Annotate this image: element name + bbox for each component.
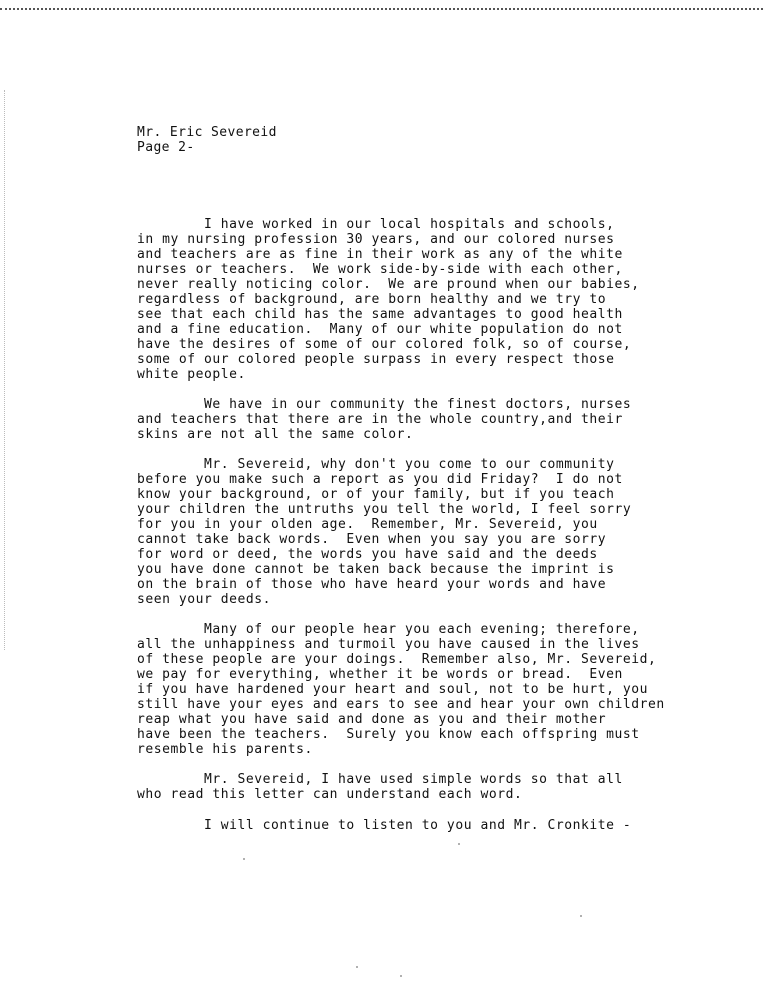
letter-line: Mr. Severeid, why don't you come to our community bbox=[137, 457, 615, 472]
page-number: Page 2- bbox=[137, 140, 195, 155]
letter-line: have been the teachers. Surely you know each offspring must bbox=[137, 727, 640, 742]
letter-line: never really noticing color. We are pround when our babies, bbox=[137, 277, 640, 292]
letter-line: reap what you have said and done as you and their mother bbox=[137, 712, 607, 727]
letter-line: We have in our community the finest doctors, nurses bbox=[137, 397, 632, 412]
letter-line: your children the untruths you tell the world, I feel sorry bbox=[137, 502, 632, 517]
letter-line: I will continue to listen to you and Mr. Cronkite - bbox=[137, 818, 632, 833]
letter-line: all the unhappiness and turmoil you have caused in the lives bbox=[137, 637, 640, 652]
letter-line: Many of our people hear you each evening; therefore, bbox=[137, 622, 640, 637]
letter-line: of these people are your doings. Remember also, Mr. Severeid, bbox=[137, 652, 657, 667]
scan-margin-mark bbox=[4, 90, 6, 650]
letter-line: we pay for everything, whether it be words or bread. Even bbox=[137, 667, 623, 682]
scan-speck bbox=[580, 915, 582, 917]
letter-line: seen your deeds. bbox=[137, 592, 272, 607]
scan-speck bbox=[458, 843, 460, 845]
scan-edge-top bbox=[0, 0, 763, 10]
scan-speck bbox=[356, 966, 358, 968]
letter-line: and a fine education. Many of our white population do not bbox=[137, 322, 623, 337]
scan-speck bbox=[243, 858, 245, 860]
recipient-name: Mr. Eric Severeid bbox=[137, 125, 277, 140]
letter-line: I have worked in our local hospitals and schools, bbox=[137, 217, 615, 232]
letter-line: and teachers are as fine in their work as any of the white bbox=[137, 247, 623, 262]
letter-line: you have done cannot be taken back because the imprint is bbox=[137, 562, 615, 577]
letter-line: resemble his parents. bbox=[137, 742, 313, 757]
letter-line: nurses or teachers. We work side-by-side with each other, bbox=[137, 262, 623, 277]
letter-line: if you have hardened your heart and soul, not to be hurt, you bbox=[137, 682, 648, 697]
letter-line: see that each child has the same advantages to good health bbox=[137, 307, 623, 322]
letter-line: on the brain of those who have heard your words and have bbox=[137, 577, 607, 592]
letter-header bbox=[137, 125, 277, 155]
letter-line: in my nursing profession 30 years, and our colored nurses bbox=[137, 232, 615, 247]
letter-line: who read this letter can understand each word. bbox=[137, 787, 523, 802]
letter-line: skins are not all the same color. bbox=[137, 427, 414, 442]
scan-speck bbox=[400, 975, 402, 977]
letter-line: before you make such a report as you did Friday? I do not bbox=[137, 472, 623, 487]
letter-line: regardless of background, are born healthy and we try to bbox=[137, 292, 607, 307]
letter-line: for word or deed, the words you have said and the deeds bbox=[137, 547, 598, 562]
letter-line: for you in your olden age. Remember, Mr. Severeid, you bbox=[137, 517, 598, 532]
letter-line: white people. bbox=[137, 367, 246, 382]
letter-line: have the desires of some of our colored folk, so of course, bbox=[137, 337, 632, 352]
letter-line: know your background, or of your family, but if you teach bbox=[137, 487, 615, 502]
letter-line: Mr. Severeid, I have used simple words so that all bbox=[137, 772, 623, 787]
letter-line: cannot take back words. Even when you say you are sorry bbox=[137, 532, 607, 547]
letter-line: some of our colored people surpass in every respect those bbox=[137, 352, 615, 367]
letter-line: still have your eyes and ears to see and hear your own children bbox=[137, 697, 665, 712]
letter-line: and teachers that there are in the whole country,and their bbox=[137, 412, 623, 427]
